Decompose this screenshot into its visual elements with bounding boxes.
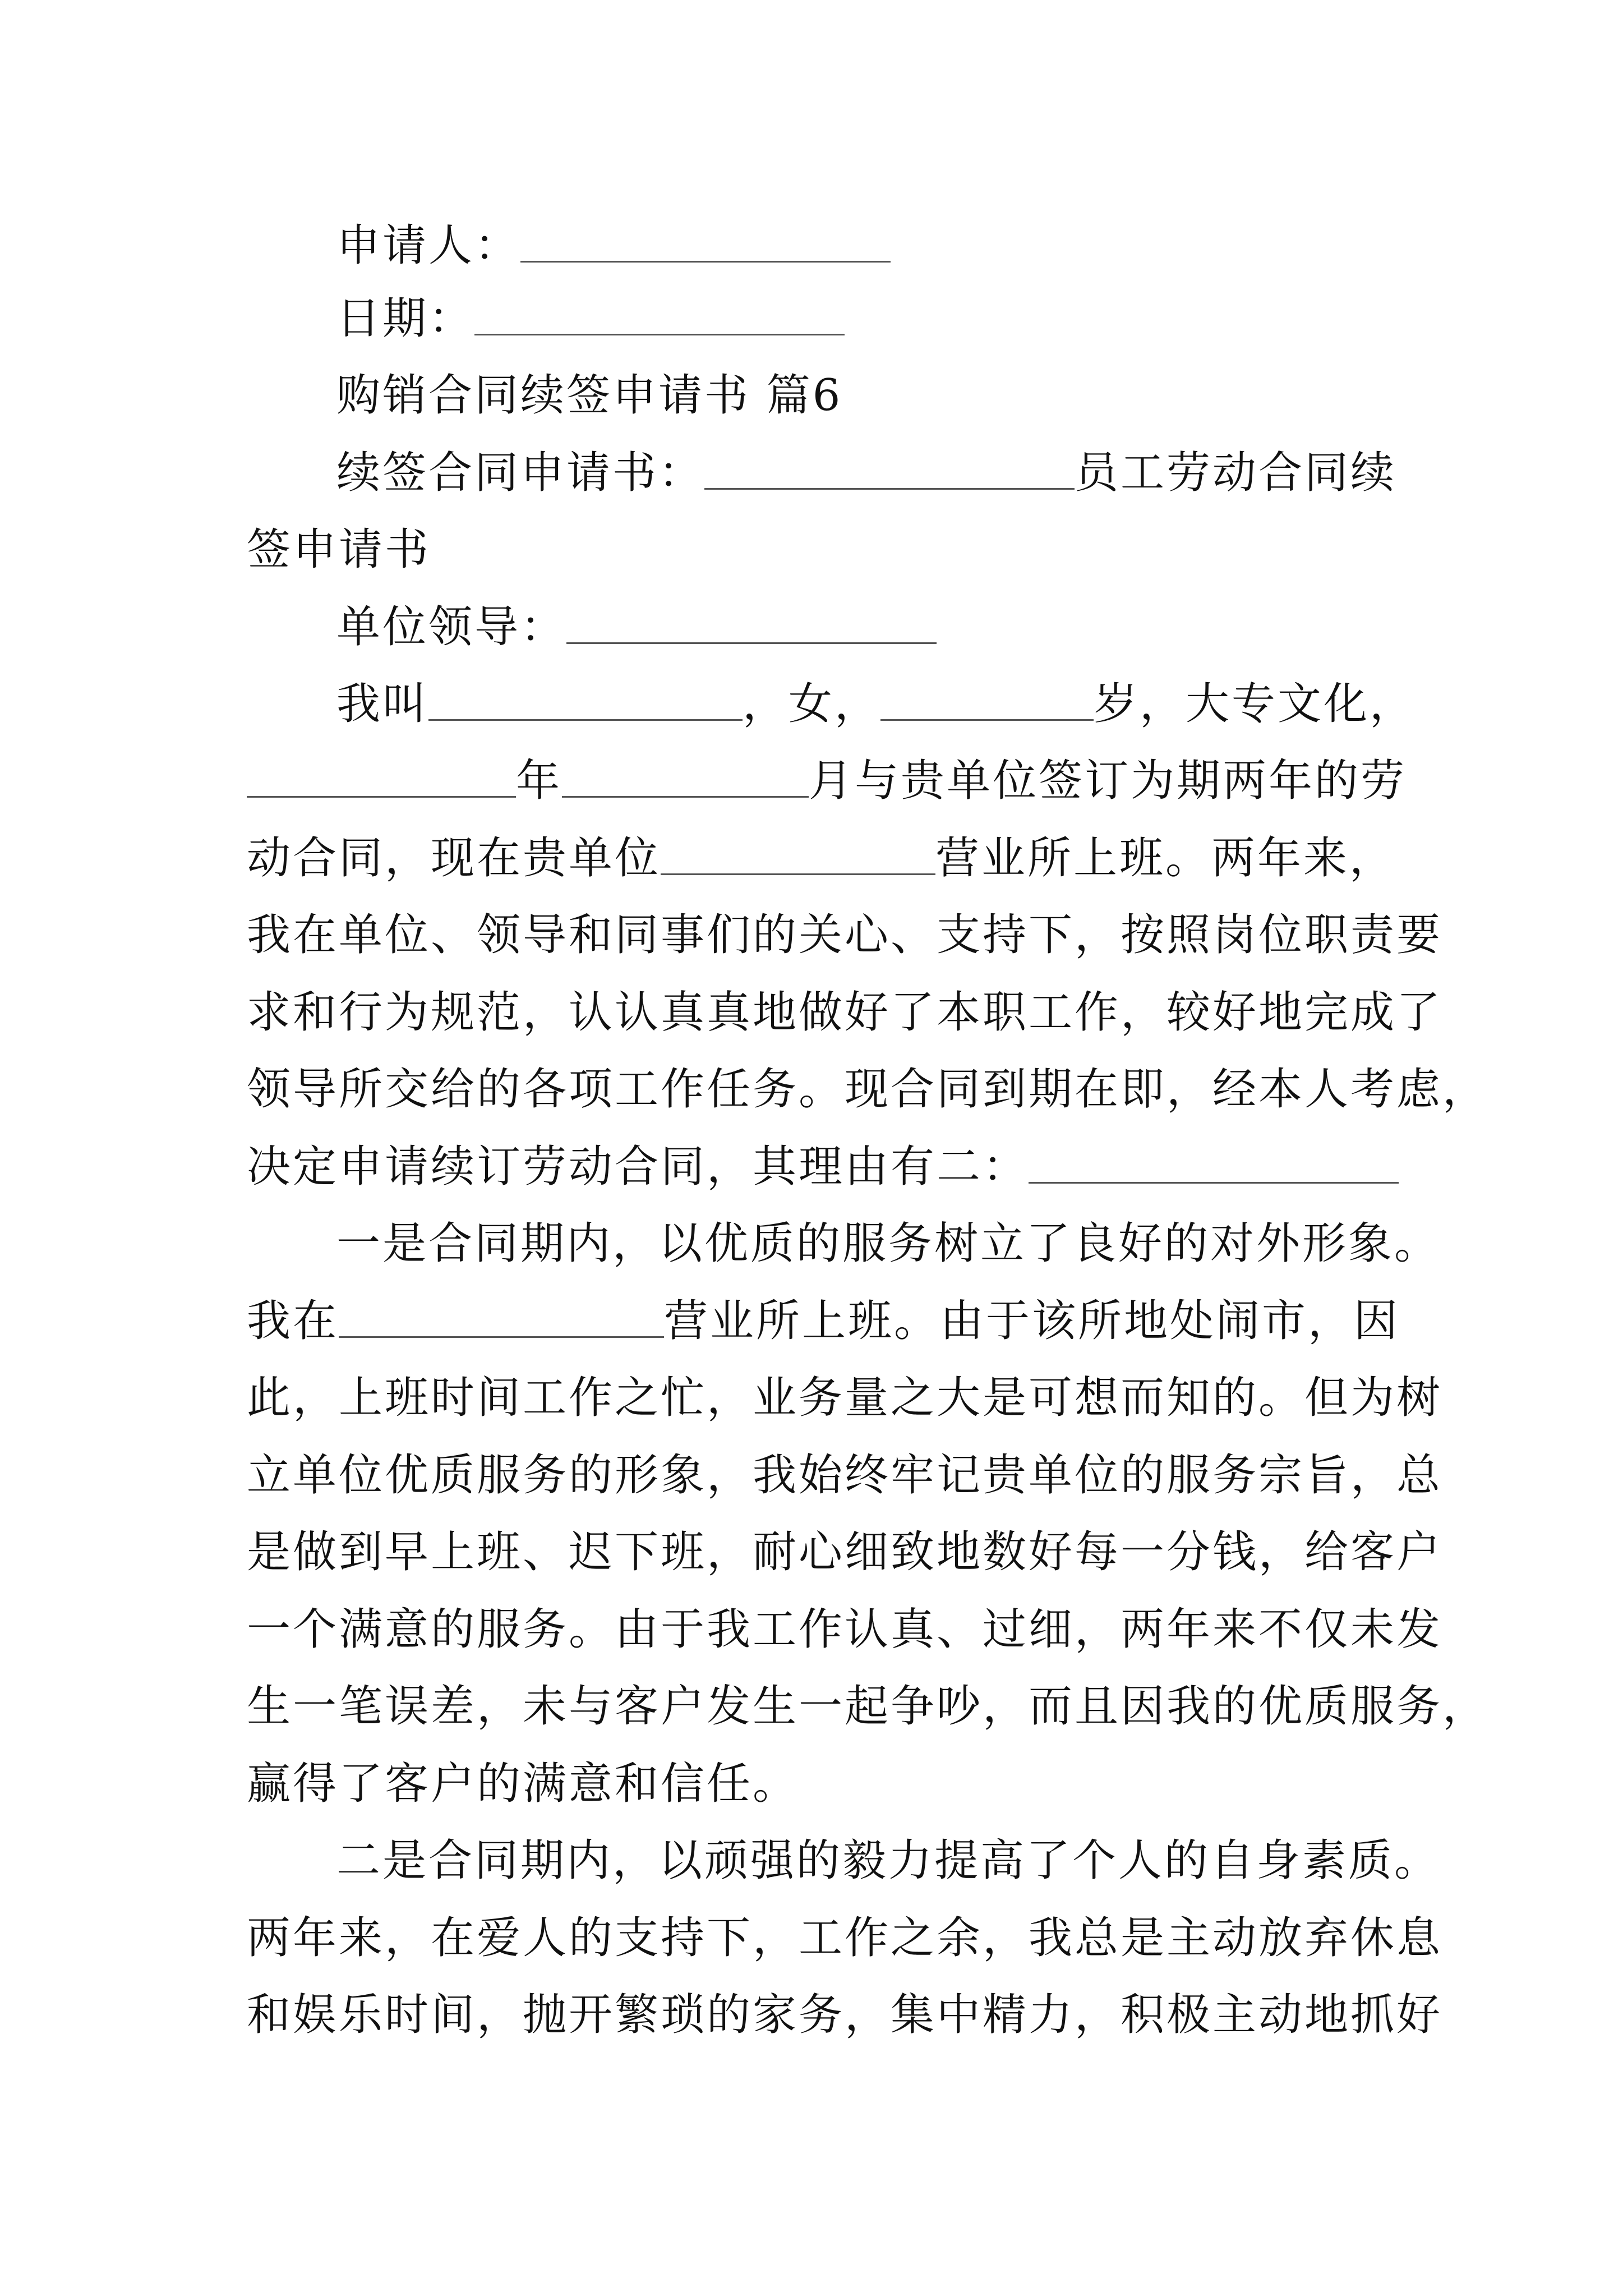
para2-line3: 此，上班时间工作之忙，业务量之大是可想而知的。但为树 [247, 1373, 1443, 1423]
office2-blank[interactable] [339, 1303, 664, 1338]
reason-blank[interactable] [1029, 1148, 1399, 1184]
para1-line7 [247, 1136, 1399, 1198]
renewal-title-prefix: 续签合同申请书： [336, 448, 705, 498]
para1-line3 [247, 827, 1395, 889]
para1-text: 年 [516, 756, 562, 806]
office-blank[interactable] [661, 840, 935, 875]
para2-line6: 一个满意的服务。由于我工作认真、过细，两年来不仅未发 [247, 1604, 1443, 1655]
para2-line5: 是做到早上班、迟下班，耐心细致地数好每一分钱，给客户 [247, 1527, 1443, 1577]
renewal-title-line [336, 442, 1396, 504]
para1-text: ，女， [743, 679, 881, 729]
para1-text: 岁，大专文化， [1094, 679, 1416, 729]
year-blank[interactable] [247, 762, 516, 798]
para2-line4: 立单位优质服务的形象，我始终牢记贵单位的服务宗旨，总 [247, 1450, 1443, 1501]
renewal-title-blank[interactable] [704, 454, 1075, 490]
para1-text: 营业所上班。两年来， [935, 833, 1396, 884]
para2-text: 我在 [247, 1296, 339, 1346]
addressee-label: 单位领导： [336, 602, 567, 652]
name-blank[interactable] [428, 685, 743, 721]
renewal-title-suffix: 员工劳动合同续 [1075, 448, 1397, 498]
para2-line7: 生一笔误差，未与客户发生一起争吵，而且因我的优质服务， [247, 1681, 1489, 1732]
para1-text: 决定申请续订劳动合同，其理由有二： [247, 1142, 1029, 1192]
para1-text: 动合同，现在贵单位 [247, 833, 661, 884]
age-blank[interactable] [880, 685, 1094, 721]
para1-line5: 求和行为规范，认认真真地做好了本职工作，较好地完成了 [247, 987, 1443, 1038]
addressee-line [336, 596, 937, 658]
para2-text: 营业所上班。由于该所地处闹市，因 [664, 1296, 1400, 1346]
para1-text: 我叫 [336, 679, 429, 729]
para2-line1: 一是合同期内，以优质的服务树立了良好的对外形象。 [336, 1218, 1441, 1269]
para1-line4: 我在单位、领导和同事们的关心、支持下，按照岗位职责要 [247, 910, 1443, 960]
applicant-label: 申请人： [336, 220, 521, 271]
section-title: 购销合同续签申请书 篇6 [336, 370, 843, 421]
para3-line3: 和娱乐时间，抛开繁琐的家务，集中精力，积极主动地抓好 [247, 1990, 1443, 2040]
para1-line2 [247, 750, 1407, 812]
addressee-blank[interactable] [566, 609, 937, 644]
month-blank[interactable] [562, 762, 809, 798]
date-blank[interactable] [474, 300, 845, 335]
para3-line2: 两年来，在爱人的支持下，工作之余，我总是主动放弃休息 [247, 1913, 1443, 1963]
applicant-line [336, 215, 891, 277]
date-label: 日期： [336, 293, 475, 344]
para1-text: 月与贵单位签订为期两年的劳 [809, 756, 1407, 806]
para3-line1: 二是合同期内，以顽强的毅力提高了个人的自身素质。 [336, 1835, 1441, 1886]
date-line [336, 288, 845, 349]
para2-line8: 赢得了客户的满意和信任。 [247, 1759, 799, 1809]
para1-line1 [336, 673, 1415, 735]
para2-line2 [247, 1290, 1400, 1352]
renewal-title-line2: 签申请书 [247, 524, 431, 575]
applicant-blank[interactable] [520, 227, 891, 263]
para1-line6: 领导所交给的各项工作任务。现合同到期在即，经本人考虑， [247, 1064, 1489, 1115]
